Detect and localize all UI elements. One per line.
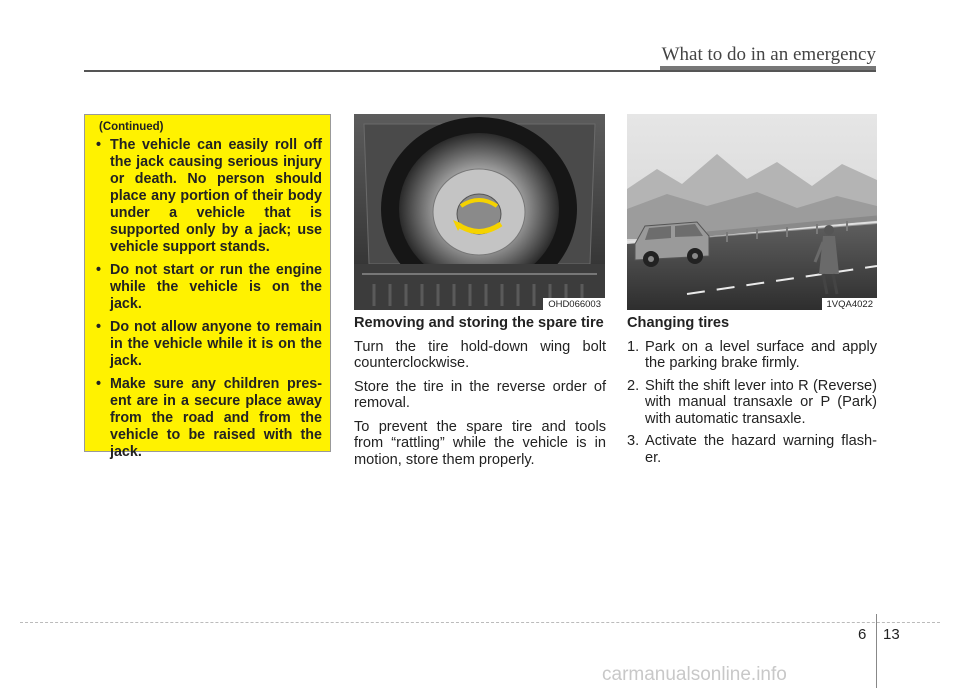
warning-item: • Do not start or run the engine while the vehicle is on the jack. <box>93 262 322 313</box>
changing-tires-section <box>627 316 877 472</box>
step-number: 1. <box>627 338 640 355</box>
step-text: Activate the hazard warning flash-er. <box>645 433 877 466</box>
chapter-number: 6 <box>858 626 867 643</box>
paragraph: Store the tire in the reverse order of removal. <box>354 378 606 411</box>
spare-tire-image <box>354 114 605 310</box>
header-rule <box>84 70 876 72</box>
page-number: 13 <box>883 626 900 643</box>
section-title: What to do in an emergency <box>661 44 876 65</box>
watermark: carmanualsonline.info <box>602 664 787 685</box>
step-text: Park on a level surface and apply the parking brake firmly. <box>645 338 877 371</box>
figure-code: 1VQA4022 <box>822 298 877 310</box>
step-item <box>627 433 877 466</box>
warning-continued-label: (Continued) <box>99 121 164 133</box>
step-number: 2. <box>627 377 640 394</box>
step-text: Shift the shift lever into R (Reverse) with manual transaxle or P (Park) with automatic transaxle. <box>645 377 877 427</box>
steps-list <box>627 339 877 467</box>
paragraph: To prevent the spare tire and tools from “rattling” while the vehicle is in motion, store them properly. <box>354 418 606 468</box>
step-number: 3. <box>627 433 640 449</box>
warning-box <box>84 114 331 460</box>
step-item <box>627 339 877 372</box>
warning-item: • The vehicle can easily roll off the jack causing serious injury or death. No person should place any portion of their body under a vehicle that is supported only by a jack; use vehicle support stands. <box>93 137 322 256</box>
warning-item: • Do not allow anyone to remain in the vehicle while it is on the jack. <box>93 319 322 370</box>
step-item <box>627 378 877 428</box>
spare-tire-illustration <box>354 114 605 310</box>
figure-code: OHD066003 <box>543 298 605 310</box>
section-heading: Removing and storing the spare tire <box>354 315 604 331</box>
warning-list <box>93 137 322 461</box>
page-number-divider <box>876 614 877 688</box>
spare-tire-section <box>354 316 606 475</box>
warning-item: • Make sure any children pres-ent are in a secure place away from the road and from the vehicle to be raised with the jack. <box>93 376 322 461</box>
roadside-illustration <box>627 114 877 310</box>
section-heading: Changing tires <box>627 315 730 331</box>
footer-rule <box>20 622 940 623</box>
roadside-image <box>627 114 877 310</box>
paragraph: Turn the tire hold-down wing bolt counterclockwise. <box>354 338 606 371</box>
